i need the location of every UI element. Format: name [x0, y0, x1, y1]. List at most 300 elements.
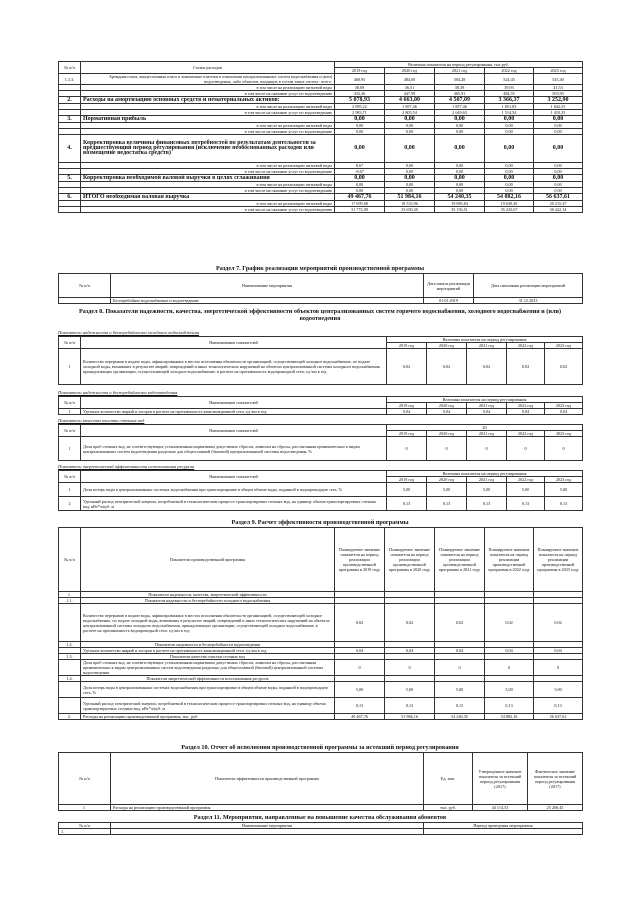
s8-1-header-group: Величина показателя на период регулирования: [387, 337, 583, 343]
s9-row-value: 0,02: [435, 604, 485, 642]
s9-row-label: Количество перерывов в подаче воды, зафиксированных в местах исполнения обязательств организацией, осуществляющей холодное водоснабжение, по подаче холодной воды, возникших в результате аварий, повреждений и иных технологических нарушений на объектах централизованной системы холодного водоснабжения, принадлежащих организации, осуществляющей холодное водоснабжение, в расчете на протяженность водопроводной сети, ед./км в год: [81, 604, 335, 642]
s11-header-period: Период проведения мероприятия: [424, 823, 583, 829]
row-label: в том числе на реализацию питьевой воды: [81, 85, 335, 91]
row-value: 0,00: [485, 188, 534, 194]
row-value: 0,00: [385, 175, 435, 182]
s9-row-value: 5,00: [385, 682, 435, 698]
s8-sub-treatment: Показатели качества очистки сточных вод: [58, 418, 145, 423]
s9-row-label: Показатели энергетической эффективности использования ресурсов: [81, 676, 335, 682]
table-row: [59, 97, 583, 104]
row-value: 18 333,96: [385, 201, 435, 207]
row-value: 8,67: [335, 163, 385, 169]
table-row: [59, 135, 583, 163]
row-num: 5.: [59, 175, 81, 182]
row-value: 4 663,00: [385, 97, 435, 104]
row-value: 484,00: [385, 74, 435, 85]
row-value: 0,00: [435, 188, 485, 194]
s9-row-value: 0,13: [485, 698, 534, 714]
row-value: 0,00: [335, 175, 385, 182]
s9-header-2021: Планируемое значение показателя на период реализации производственной программы в 2021 году: [435, 528, 485, 592]
row-value: 3 252,90: [534, 97, 583, 104]
s7-header-start: Дата начала реализации мероприятий: [424, 274, 474, 298]
s11-measures-table: [58, 822, 583, 835]
s9-row-label: Удельное количество аварий и засоров в расчете на протяженность канализационной сети, ед./км в год: [81, 648, 335, 654]
row-value: 0,00: [385, 188, 435, 194]
s8-sub-sewer: Показатели надежности и бесперебойности водоотведения: [58, 390, 178, 395]
s8-1-v3: 0,02: [507, 349, 545, 385]
row-value: 0,00: [335, 188, 385, 194]
row-value: 41,53: [534, 85, 583, 91]
s8-year-header-2: 2021 год: [467, 403, 507, 409]
row-value: 0,00: [534, 116, 583, 123]
row-value: 2 983,71: [335, 110, 385, 116]
row-value: 0,00: [534, 188, 583, 194]
s8-4b-v2: 0,13: [467, 497, 507, 511]
row-value: 54 240,35: [435, 194, 485, 201]
s8-1-v0: 0,02: [387, 349, 427, 385]
row-label: Арендная плата, концессионная плата и лизинговые платежи в отношении централизованных систем водоснабжения и (или) водоотведения, либо объектов, входящих в состав таких систем - всего:: [81, 74, 335, 85]
s9-header-2019: Планируемое значение показателя на период реализации производственной программы в 2019 году: [335, 528, 385, 592]
table-row: [59, 714, 583, 720]
s10-header-unit: Ед. изм.: [424, 753, 473, 805]
s8-4b-v4: 0,13: [545, 497, 583, 511]
year-header-3: 2022 год: [485, 68, 534, 74]
s10-row-plan: 44 114,53: [473, 805, 528, 811]
s7-header-name: Наименование мероприятия: [111, 274, 424, 298]
row-value: 0,00: [534, 135, 583, 163]
s7-row-name: Бесперебойное водоснабжение и водоотведение: [111, 298, 424, 304]
s9-row-value: 54 240,35: [435, 714, 485, 720]
s8-treatment-table: [58, 424, 583, 461]
s9-row-value: 5,00: [335, 682, 385, 698]
s8-4-header-group: Величина показателя на период регулирования: [387, 471, 583, 477]
row-value: 17 695,68: [335, 201, 385, 207]
s10-report-table: [58, 752, 583, 811]
s9-row-value: 0,13: [385, 698, 435, 714]
row-value: 432,26: [335, 91, 385, 97]
s8-2-header-group: Величина показателя на период регулирования: [387, 397, 583, 403]
table-row: [59, 660, 583, 676]
s10-header-fact: Фактическое значение показателя за истекший период регулирования (2017): [528, 753, 583, 805]
row-value: 503,93: [534, 91, 583, 97]
row-label: в том числе на оказание услуг по водоотведению: [81, 169, 335, 175]
s8-year-header-4: 2023 год: [545, 477, 583, 483]
s9-row-value: 5,00: [534, 682, 583, 698]
row-value: 1 514,54: [485, 110, 534, 116]
row-label: ИТОГО необходимая валовая выручка: [81, 194, 335, 201]
s8-2-v0: 0,04: [387, 409, 427, 415]
table-row: [59, 698, 583, 714]
s9-row-label: Расходы на реализацию производственной программы, тыс. руб.: [81, 714, 335, 720]
row-label: Корректировка необходимой валовой выручки в целях сглаживания: [81, 175, 335, 182]
row-label: в том числе на оказание услуг по водоотведению: [81, 188, 335, 194]
row-value: 0,00: [485, 182, 534, 188]
col-header-group: Величина показателя на период регулирования, тыс.руб.: [335, 62, 583, 68]
row-value: 0,00: [435, 175, 485, 182]
s9-header-2023: Планируемое значение показателя на период реализации производственной программы в 2023 году: [534, 528, 583, 592]
s10-row-fact: 25 268,45: [528, 805, 583, 811]
row-value: 38,69: [335, 85, 385, 91]
row-value: 2 805,54: [385, 110, 435, 116]
row-value: 0,00: [485, 175, 534, 182]
s8-3-text: Доля проб сточных вод, не соответствующих установленным нормативам допустимых сбросов, лимитам на сбросы, рассчитанная применительно к видам централизованных систем водоотведения раздельно для общесплавной (бытовой) централизованной системы водоотведения, %: [81, 437, 387, 461]
s9-row-num: 1.: [59, 592, 81, 598]
s9-row-num: 1.1.: [59, 598, 81, 604]
row-value: 0,00: [385, 169, 435, 175]
row-value: 0,00: [534, 129, 583, 135]
s11-header-name: Наименование мероприятия: [111, 823, 424, 829]
s9-row-value: 56 637,61: [534, 714, 583, 720]
s8-3-v1: 0: [427, 437, 467, 461]
row-value: 0,00: [385, 123, 435, 129]
s7-header-end: Дата окончания реализации мероприятий: [474, 274, 583, 298]
row-value: 39,93: [485, 85, 534, 91]
row-value: 0,00: [435, 182, 485, 188]
s9-row-value: 0,04: [485, 648, 534, 654]
s8-1-header-name: Наименование показателей: [81, 337, 387, 349]
s11-row-num: 1.: [59, 829, 111, 835]
s8-1-header-num: № п/п: [59, 337, 81, 349]
table-row: [59, 194, 583, 201]
s8-2-v2: 0,04: [467, 409, 507, 415]
row-value: 1 857,46: [435, 104, 485, 110]
s8-3-v0: 0: [387, 437, 427, 461]
s9-row-value: 51 984,16: [385, 714, 435, 720]
s9-row-num: 1.2.: [59, 642, 81, 648]
s9-row-value: 0,02: [485, 604, 534, 642]
row-value: 465,91: [435, 91, 485, 97]
s9-row-value: 0: [534, 660, 583, 676]
table-row: [59, 207, 583, 213]
s11-row-period: [424, 829, 583, 835]
s9-row-label: Показатели надежности и бесперебойности холодного водоснабжения: [81, 598, 335, 604]
s8-2-v3: 0,04: [507, 409, 545, 415]
row-label: в том числе на оказание услуг по водоотведению: [81, 129, 335, 135]
row-value: 0,00: [485, 129, 534, 135]
row-value: 3 366,37: [485, 97, 534, 104]
s9-row-num: [59, 698, 81, 714]
row-value: 0,00: [385, 129, 435, 135]
s7-row-start: 01.01.2019: [424, 298, 474, 304]
s8-4a-v2: 5,00: [467, 483, 507, 497]
s8-1-text: Количество перерывов в подаче воды, зафиксированных в местах исполнения обязательств организацией, осуществляющей холодное водоснабжение, по подаче холодной воды, возникших в результате аварий, повреждений и иных технологических нарушений на объектах централизованной системы холодного водоснабжения, принадлежащих организации, осуществляющей холодное водоснабжение, в расчете на протяженность водопроводной сети, ед./км в год: [81, 349, 387, 385]
s9-row-value: 0,13: [534, 698, 583, 714]
s9-row-num: 1.3.: [59, 654, 81, 660]
s8-2-num: 1: [59, 409, 81, 415]
row-value: 0,00: [335, 116, 385, 123]
row-value: 0,00: [435, 163, 485, 169]
s9-row-label: Показатели качества очистки сточных вод: [81, 654, 335, 660]
s8-2-header-name: Наименование показателей: [81, 397, 387, 409]
s9-row-value: 0: [435, 660, 485, 676]
row-num: 1.3.3.: [59, 74, 81, 85]
row-value: 2 649,63: [435, 110, 485, 116]
row-value: 504,28: [435, 74, 485, 85]
s9-row-value: 5,00: [485, 682, 534, 698]
s8-energy-table: [58, 470, 583, 511]
s8-2-header-num: № п/п: [59, 397, 81, 409]
s8-year-header-4: 2023 год: [545, 431, 583, 437]
s10-header-num: № п/п: [59, 753, 111, 805]
row-value: 545,40: [534, 74, 583, 85]
row-value: 0,00: [534, 175, 583, 182]
row-num: 3.: [59, 116, 81, 123]
s8-4-header-num: № п/п: [59, 471, 81, 483]
s8-4a-text: Доля потерь воды в централизованных системах водоснабжения при транспортировке в общем объеме воды, поданной в водопроводную сеть, %: [81, 483, 387, 497]
row-label: в том числе на реализацию питьевой воды: [81, 182, 335, 188]
s9-row-value: 0,04: [534, 648, 583, 654]
s8-year-header-3: 2022 год: [507, 431, 545, 437]
row-value: 54 882,16: [485, 194, 534, 201]
row-label: в том числе на реализацию питьевой воды: [81, 123, 335, 129]
s9-row-value: 5,00: [435, 682, 485, 698]
row-value: 0,00: [534, 182, 583, 188]
table-row: [59, 74, 583, 85]
s9-row-label: Показатели надежности, качества, энергетической эффективности: [81, 592, 335, 598]
s8-year-header-0: 2019 год: [387, 477, 427, 483]
section-9-title: Раздел 9. Расчет эффективности производственной программы: [231, 519, 409, 526]
s8-year-header-3: 2022 год: [507, 477, 545, 483]
year-header-4: 2023 год: [534, 68, 583, 74]
row-value: 0,00: [335, 123, 385, 129]
row-value: 0,00: [485, 163, 534, 169]
section-10-title: Раздел 10. Отчет об исполнении производственной программы за истекший период регулирования: [181, 744, 459, 751]
s10-row-num: 1.: [59, 805, 111, 811]
s8-4a-num: 1: [59, 483, 81, 497]
row-value: 19 083,84: [435, 201, 485, 207]
s9-row-value: 0: [485, 660, 534, 676]
row-value: 0,00: [485, 135, 534, 163]
s8-year-header-2: 2021 год: [467, 431, 507, 437]
row-value: 0,00: [335, 135, 385, 163]
s9-row-value: 0,13: [435, 698, 485, 714]
section-11-title: Раздел 11. Мероприятия, направленные на повышение качества обслуживания абонентов: [193, 814, 447, 821]
s8-year-header-3: 2022 год: [507, 403, 545, 409]
row-value: 1 857,46: [385, 104, 435, 110]
s8-3-num: 1: [59, 437, 81, 461]
s8-year-header-1: 2020 год: [427, 343, 467, 349]
s7-header-num: № п/п: [59, 274, 111, 298]
row-value: 0,00: [534, 169, 583, 175]
row-label: в том числе на оказание услуг по водоотведению: [81, 91, 335, 97]
row-value: 0,00: [435, 135, 485, 163]
row-num: 4.: [59, 135, 81, 163]
s9-row-label: Удельный расход электрической энергии, потребляемой в технологическом процессе транспортировки сточных вод, на единицу объема транспортируемых сточных вод, кВт*ч/куб. м: [81, 698, 335, 714]
row-value: 36 422,14: [534, 207, 583, 213]
row-label: Расходы на амортизацию основных средств и нематериальных активов:: [81, 97, 335, 104]
row-value: 484,55: [485, 91, 534, 97]
section-8-title: Раздел 8. Показатели надежности, качества, энергетической эффективности объектов централизованных систем горячего водоснабжения, холодного водоснабжения и (или) водоотведения: [78, 308, 562, 322]
s8-4b-v0: 0,13: [387, 497, 427, 511]
s8-2-v1: 0,04: [427, 409, 467, 415]
s8-year-header-0: 2019 год: [387, 343, 427, 349]
row-value: 0,00: [435, 123, 485, 129]
s7-row-num: [59, 298, 111, 304]
s9-row-value: 0,04: [385, 648, 435, 654]
s8-4a-v4: 5,00: [545, 483, 583, 497]
row-value: 0,00: [485, 169, 534, 175]
s9-row-value: 0,04: [435, 648, 485, 654]
year-header-1: 2020 год: [385, 68, 435, 74]
row-value: 2 095,22: [335, 104, 385, 110]
s8-3-v4: 0: [545, 437, 583, 461]
s8-year-header-0: 2019 год: [387, 403, 427, 409]
row-value: 0,00: [385, 163, 435, 169]
row-value: 460,95: [335, 74, 385, 85]
row-value: 51 984,16: [385, 194, 435, 201]
s8-year-header-0: 2019 год: [387, 431, 427, 437]
s11-row-name: [111, 829, 424, 835]
s8-4a-v3: 5,00: [507, 483, 545, 497]
row-label: в том числе на реализацию питьевой воды: [81, 201, 335, 207]
row-value: 0,00: [485, 123, 534, 129]
s11-header-num: № п/п: [59, 823, 111, 829]
s8-year-header-2: 2021 год: [467, 343, 507, 349]
s8-2-text: Удельное количество аварий и засоров в расчете на протяженность канализационной сети, ед./км в год: [81, 409, 387, 415]
row-value: 0,00: [435, 116, 485, 123]
row-value: 0,00: [385, 135, 435, 163]
s8-3-v3: 0: [507, 437, 545, 461]
s8-4a-v0: 5,00: [387, 483, 427, 497]
s8-1-v4: 0,02: [545, 349, 583, 385]
year-header-0: 2019 год: [335, 68, 385, 74]
row-value: 0,00: [335, 182, 385, 188]
s9-row-value: 0,13: [335, 698, 385, 714]
row-value: 0,00: [435, 169, 485, 175]
expenses-table: [58, 61, 583, 213]
row-value: 35 243,67: [485, 207, 534, 213]
s9-efficiency-table: [58, 527, 583, 720]
s9-row-value: 0,04: [335, 648, 385, 654]
s9-row-value: 0: [335, 660, 385, 676]
table-row: [59, 682, 583, 698]
row-label: в том числе на реализацию питьевой воды: [81, 104, 335, 110]
row-value: 31 772,08: [335, 207, 385, 213]
row-value: 1 410,35: [534, 110, 583, 116]
s8-1-num: 1: [59, 349, 81, 385]
s9-row-num: [59, 660, 81, 676]
row-num: 6.: [59, 194, 81, 201]
row-label: в том числе на оказание услуг по водоотведению: [81, 207, 335, 213]
s9-header-name: Показатели производственной программы: [81, 528, 335, 592]
row-value: 524,45: [485, 74, 534, 85]
s8-sub-energy: Показатели энергетической эффективности использования ресурсов: [58, 464, 195, 469]
s9-row-value: 0,02: [534, 604, 583, 642]
row-value: 0,00: [335, 129, 385, 135]
s7-row-end: 31.12.2023: [474, 298, 583, 304]
row-value: 1 842,55: [534, 104, 583, 110]
row-value: 35 156,51: [435, 207, 485, 213]
s9-row-num: [59, 682, 81, 698]
year-header-2: 2021 год: [435, 68, 485, 74]
s8-year-header-1: 2020 год: [427, 431, 467, 437]
s8-1-v1: 0,02: [427, 349, 467, 385]
s9-row-label: Доля проб сточных вод, не соответствующих установленным нормативам допустимых сбросов, лимитам на сбросы, рассчитанная применительно к видам централизованных систем водоотведения раздельно для общесплавной (бытовой) централизованной системы водоотведения: [81, 660, 335, 676]
s9-row-value: 0: [385, 660, 435, 676]
s8-year-header-2: 2021 год: [467, 477, 507, 483]
row-value: 38,39: [435, 85, 485, 91]
s8-4a-v1: 5,00: [427, 483, 467, 497]
table-row: [59, 116, 583, 123]
row-label: в том числе на реализацию питьевой воды: [81, 163, 335, 169]
s9-row-label: Показатели надежности и бесперебойности водоотведения: [81, 642, 335, 648]
row-value: 4 507,09: [435, 97, 485, 104]
s8-year-header-3: 2022 год: [507, 343, 545, 349]
row-label: Нормативная прибыль: [81, 116, 335, 123]
row-num: 2.: [59, 97, 81, 104]
row-value: 36,51: [385, 85, 435, 91]
row-value: 0,00: [534, 163, 583, 169]
s8-3-v2: 0: [467, 437, 507, 461]
row-value: 0,00: [385, 116, 435, 123]
s9-row-num: [59, 604, 81, 642]
s8-year-header-4: 2023 год: [545, 403, 583, 409]
s9-header-num: № п/п: [59, 528, 81, 592]
s9-row-value: 0,02: [385, 604, 435, 642]
row-value: 447,99: [385, 91, 435, 97]
s10-header-name: Показатели эффективности производственной программы: [111, 753, 424, 805]
s8-4-header-name: Наименование показателей: [81, 471, 387, 483]
s8-water-table: [58, 336, 583, 385]
s8-2-v4: 0,04: [545, 409, 583, 415]
s10-header-plan: Утвержденное значение показателя за истекший период регулирования (2017): [473, 753, 528, 805]
s8-3-header-name: Наименование показателей: [81, 425, 387, 437]
s9-row-num: 2.: [59, 714, 81, 720]
row-value: 0,00: [485, 116, 534, 123]
s10-row-name: Расходы на реализацию производственной программы: [111, 805, 424, 811]
row-value: 0,00: [435, 129, 485, 135]
s8-1-v2: 0,02: [467, 349, 507, 385]
s10-row-unit: тыс. руб.: [424, 805, 473, 811]
s8-4b-text: Удельный расход электрической энергии, потребляемой в технологическом процессе транспортировки сточных вод, на единицу объема транспортируемых сточных вод, кВт*ч/куб. м: [81, 497, 387, 511]
col-header-num: № п/п: [59, 62, 81, 74]
section-7-title: Раздел 7. График реализации мероприятий производственной программы: [215, 265, 425, 272]
s8-sub-water: Показатели надежности и бесперебойности холодного водоснабжения: [58, 330, 200, 335]
s9-row-num: 1.4.: [59, 676, 81, 682]
table-row: [59, 175, 583, 182]
row-value: 56 637,61: [534, 194, 583, 201]
row-value: 20 215,47: [534, 201, 583, 207]
s9-row-value: 0,02: [335, 604, 385, 642]
s9-row-value: 54 882,16: [485, 714, 534, 720]
col-header-item: Статьи расходов: [81, 62, 335, 74]
s8-4b-num: 2: [59, 497, 81, 511]
row-value: 0,00: [385, 182, 435, 188]
s8-4b-v3: 0,13: [507, 497, 545, 511]
s8-year-header-4: 2023 год: [545, 343, 583, 349]
row-value: 33 650,20: [385, 207, 435, 213]
row-label: в том числе на оказание услуг по водоотведению: [81, 110, 335, 116]
row-value: 0,00: [534, 123, 583, 129]
row-num: [59, 207, 81, 213]
s9-header-2020: Планируемое значение показателя на период реализации производственной программы в 2020 году: [385, 528, 435, 592]
section-7-table: [58, 273, 583, 304]
s8-4b-v1: 0,13: [427, 497, 467, 511]
row-value: 1 851,83: [485, 104, 534, 110]
s9-row-label: Доля потерь воды в централизованных системах водоснабжения при транспортировке в общем объеме воды, поданной в водопроводную сеть, %: [81, 682, 335, 698]
s9-header-2022: Планируемое значение показателя на период реализации производственной программы в 2022 году: [485, 528, 534, 592]
s8-3-header-num: № п/п: [59, 425, 81, 437]
s8-3-header-group: 20: [387, 425, 583, 431]
s8-year-header-1: 2020 год: [427, 477, 467, 483]
row-value: 49 467,76: [335, 194, 385, 201]
s8-sewer-table: [58, 396, 583, 415]
row-value: 19 638,49: [485, 201, 534, 207]
s9-row-value: 49 467,76: [335, 714, 385, 720]
row-value: -8,67: [335, 169, 385, 175]
s8-year-header-1: 2020 год: [427, 403, 467, 409]
table-row: [59, 604, 583, 642]
